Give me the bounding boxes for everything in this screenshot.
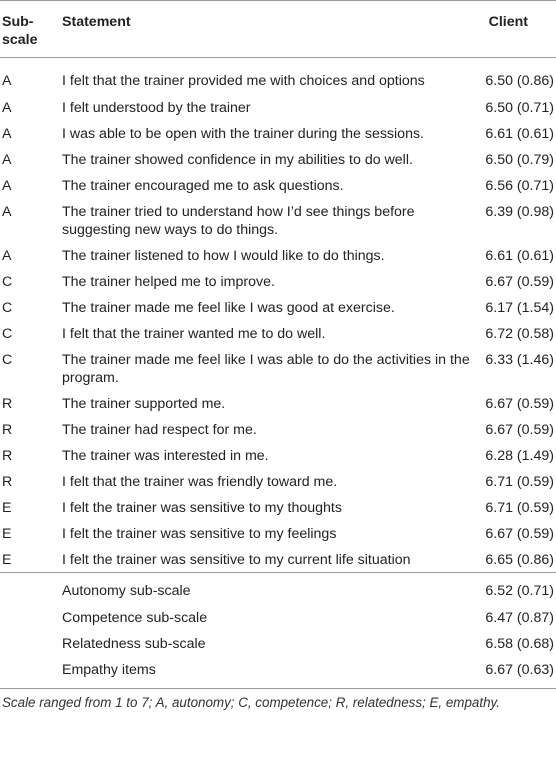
cell-statement: I was able to be open with the trainer during the sessions. [62, 126, 424, 142]
cell-subscale-empty [0, 604, 44, 630]
cell-client-value: 6.61 (0.61) [485, 248, 554, 264]
header-subscale-line2: scale [2, 32, 38, 48]
cell-statement: The trainer helped me to improve. [62, 274, 275, 290]
cell-client-value: 6.50 (0.71) [485, 100, 554, 116]
cell-statement: I felt understood by the trainer [62, 100, 251, 116]
table-row [0, 468, 556, 494]
cell-statement: The trainer was interested in me. [62, 448, 269, 464]
cell-summary-value: 6.52 (0.71) [479, 573, 556, 605]
table-footnote: Scale ranged from 1 to 7; A, autonomy; C, competence; R, relatedness; E, empathy. [2, 695, 500, 710]
cell-statement: The trainer made me feel like I was good at exercise. [62, 300, 395, 316]
table-row [0, 268, 556, 294]
cell-summary-label: Autonomy sub-scale [44, 573, 479, 605]
cell-statement: The trainer showed confidence in my abilities to do well. [62, 152, 413, 168]
cell-summary-value: 6.67 (0.63) [479, 656, 556, 689]
table-row [0, 494, 556, 520]
table-body [0, 58, 556, 689]
cell-client-value: 6.65 (0.86) [485, 552, 554, 568]
cell-subscale: R [2, 396, 13, 412]
cell-client-value: 6.61 (0.61) [485, 126, 554, 142]
cell-client-value: 6.67 (0.59) [485, 526, 554, 542]
cell-client-value: 6.72 (0.58) [485, 326, 554, 342]
table-row [0, 546, 556, 573]
table-header [0, 1, 556, 58]
header-subscale-line1: Sub- [2, 14, 34, 30]
cell-subscale: A [2, 152, 12, 168]
cell-statement: I felt that the trainer was friendly toward me. [62, 474, 338, 490]
cell-client-value: 6.67 (0.59) [485, 396, 554, 412]
cell-subscale: C [2, 326, 13, 342]
summary-row [0, 656, 556, 689]
table-row [0, 120, 556, 146]
cell-subscale: A [2, 248, 12, 264]
table-row [0, 198, 556, 242]
cell-statement: I felt that the trainer wanted me to do well. [62, 326, 326, 342]
cell-subscale: R [2, 422, 13, 438]
cell-statement: I felt the trainer was sensitive to my thoughts [62, 500, 342, 516]
header-client: Client [479, 1, 556, 58]
header-row [0, 1, 556, 58]
cell-summary-label: Competence sub-scale [62, 610, 208, 626]
cell-subscale: E [2, 552, 12, 568]
cell-client-value: 6.67 (0.59) [485, 422, 554, 438]
cell-subscale: C [2, 300, 13, 316]
header-statement: Statement [44, 1, 479, 58]
cell-statement: The trainer supported me. [62, 396, 226, 412]
cell-statement: The trainer tried to understand how I’d see things before suggesting new ways to do things. [62, 204, 415, 238]
table-row [0, 146, 556, 172]
cell-client-value: 6.50 (0.86) [485, 73, 554, 89]
table-row [0, 320, 556, 346]
cell-statement: The trainer listened to how I would like to do things. [62, 248, 385, 264]
table-row [0, 442, 556, 468]
cell-statement: The trainer made me feel like I was able to do the activities in the program. [62, 352, 470, 386]
cell-client-value: 6.17 (1.54) [485, 300, 554, 316]
cell-subscale: R [2, 448, 13, 464]
cell-summary-value: 6.58 (0.68) [485, 636, 554, 652]
table-row [0, 520, 556, 546]
cell-summary-label: Empathy items [44, 656, 479, 689]
cell-statement: The trainer had respect for me. [62, 422, 257, 438]
cell-summary-label: Relatedness sub-scale [62, 636, 206, 652]
table-row [0, 294, 556, 320]
summary-row [0, 630, 556, 656]
cell-subscale: A [2, 178, 12, 194]
table-row [0, 242, 556, 268]
cell-client-value: 6.67 (0.59) [485, 274, 554, 290]
table-row [0, 346, 556, 390]
cell-client-value: 6.71 (0.59) [485, 474, 554, 490]
header-subscale [0, 1, 44, 58]
cell-client-value: 6.50 (0.79) [485, 152, 554, 168]
summary-row [0, 604, 556, 630]
cell-subscale: E [2, 526, 12, 542]
cell-statement: The trainer encouraged me to ask questions. [62, 178, 344, 194]
cell-client-value: 6.39 (0.98) [485, 204, 554, 220]
cell-subscale: R [2, 474, 13, 490]
cell-subscale-empty [0, 656, 44, 689]
table-row [0, 58, 556, 95]
cell-statement: I felt the trainer was sensitive to my current life situation [62, 552, 411, 568]
table-row [0, 390, 556, 416]
cell-statement: I felt that the trainer provided me with choices and options [62, 73, 425, 89]
cell-subscale: C [2, 274, 13, 290]
cell-subscale: A [2, 126, 12, 142]
table-row [0, 172, 556, 198]
table-row [0, 416, 556, 442]
cell-statement: I felt the trainer was sensitive to my feelings [62, 526, 337, 542]
cell-summary-value: 6.47 (0.87) [485, 610, 554, 626]
cell-subscale: A [2, 100, 12, 116]
cell-subscale: A [2, 73, 12, 89]
cell-subscale: E [2, 500, 12, 516]
cell-subscale: C [2, 352, 13, 368]
table-row [0, 94, 556, 120]
cell-client-value: 6.33 (1.46) [485, 352, 554, 368]
cell-subscale: A [2, 204, 12, 220]
summary-row [0, 573, 556, 605]
cell-subscale-empty [0, 573, 44, 605]
cell-subscale-empty [0, 630, 44, 656]
cell-client-value: 6.71 (0.59) [485, 500, 554, 516]
cell-client-value: 6.28 (1.49) [485, 448, 554, 464]
cell-client-value: 6.56 (0.71) [485, 178, 554, 194]
